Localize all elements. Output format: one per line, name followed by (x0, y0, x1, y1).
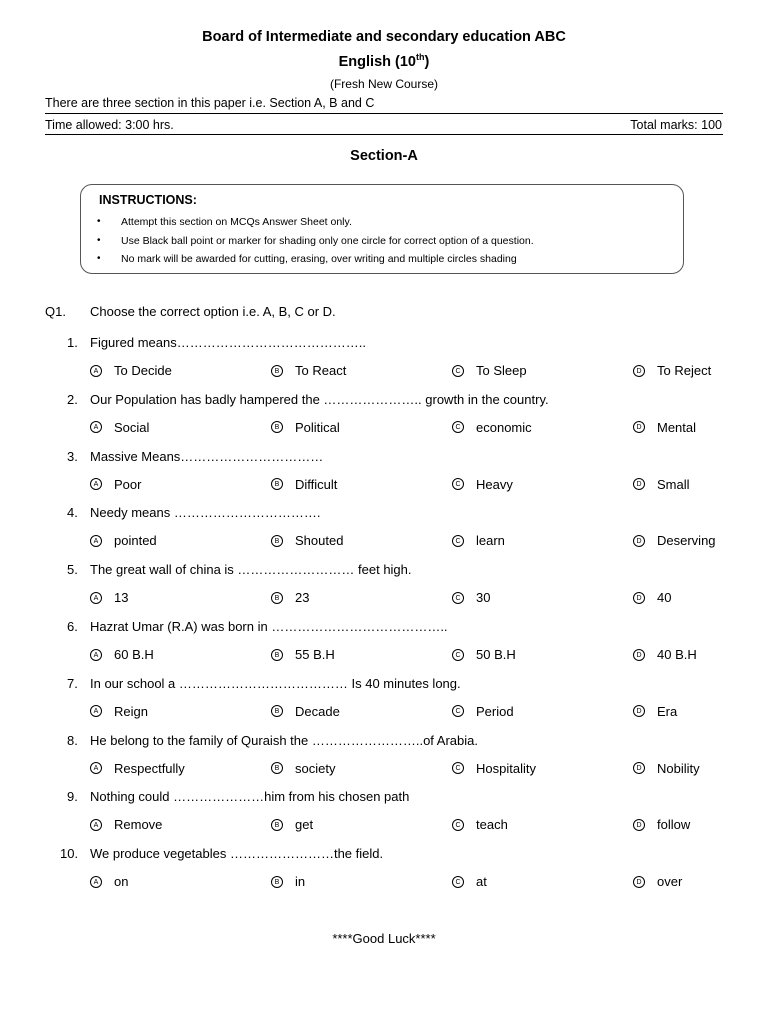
option-b (271, 477, 337, 492)
time-allowed: Time allowed: 3:00 hrs. (45, 118, 174, 132)
option-text: 30 (476, 590, 491, 606)
option-c (452, 420, 532, 435)
option-circle-icon: D (633, 478, 645, 490)
option-circle-icon: C (452, 535, 464, 547)
question-item (0, 676, 768, 733)
option-d (633, 817, 690, 832)
instructions-box (80, 184, 684, 274)
option-text: Social (114, 419, 150, 435)
option-circle-icon: D (633, 649, 645, 661)
option-b (271, 817, 313, 832)
subject-title (0, 52, 768, 70)
option-text: Poor (114, 476, 142, 492)
option-circle-icon: D (633, 876, 645, 888)
question-number: 10. (60, 846, 79, 862)
option-c (452, 477, 513, 492)
option-a (90, 420, 149, 435)
section-title: Section-A (350, 148, 418, 164)
option-circle-icon: D (633, 819, 645, 831)
option-c (452, 704, 514, 719)
option-d (633, 874, 682, 889)
option-text: 55 B.H (295, 647, 335, 662)
option-circle-icon: B (271, 649, 283, 661)
option-text: follow (657, 817, 691, 833)
option-circle-icon: C (452, 762, 464, 774)
option-text: over (657, 874, 683, 890)
option-circle-icon: D (633, 705, 645, 717)
option-a (90, 647, 154, 662)
question-item (0, 789, 768, 846)
option-circle-icon: B (271, 762, 283, 774)
question-text: He belong to the family of Quraish the ……………………..of Arabia. (90, 732, 478, 748)
question-item (0, 733, 768, 790)
total-marks: Total marks: 100 (630, 118, 722, 132)
instruction-item (97, 213, 534, 232)
board-title: Board of Intermediate and secondary education ABC (202, 29, 566, 45)
option-circle-icon: C (452, 365, 464, 377)
option-c (452, 761, 536, 776)
option-circle-icon: C (452, 478, 464, 490)
option-circle-icon: A (90, 478, 102, 490)
option-text: Deserving (657, 533, 716, 549)
option-text: 40 B.H (657, 647, 697, 662)
question-text: Massive Means…………………………… (90, 448, 324, 464)
divider-top (45, 113, 723, 114)
option-text: Hospitality (476, 760, 536, 776)
option-text: 50 B.H (476, 647, 516, 662)
bullet-icon: • (97, 253, 101, 264)
option-text: in (295, 874, 306, 890)
option-circle-icon: A (90, 535, 102, 547)
option-d (633, 533, 716, 548)
bullet-icon: • (97, 216, 101, 227)
option-c (452, 363, 527, 378)
option-text: Shouted (295, 533, 344, 549)
subject-name: English (10 (338, 53, 416, 70)
option-text: Period (476, 703, 514, 719)
option-text: at (476, 874, 487, 890)
option-circle-icon: A (90, 649, 102, 661)
option-b (271, 704, 340, 719)
question-number: 9. (67, 789, 78, 805)
option-circle-icon: B (271, 705, 283, 717)
question-number: 5. (67, 562, 78, 578)
option-text: Nobility (657, 760, 700, 776)
option-circle-icon: D (633, 592, 645, 604)
option-text: 40 (657, 590, 672, 606)
option-a (90, 761, 185, 776)
option-circle-icon: C (452, 592, 464, 604)
option-circle-icon: B (271, 535, 283, 547)
option-text: To Reject (657, 363, 712, 378)
option-text: society (295, 760, 336, 776)
question-number: 6. (67, 619, 78, 634)
question-text: The great wall of china is ……………………… feet high. (90, 562, 412, 578)
option-b (271, 420, 340, 435)
instruction-text: Attempt this section on MCQs Answer Sheet only. (121, 216, 352, 228)
option-circle-icon: B (271, 421, 283, 433)
option-text: Respectfully (114, 760, 185, 776)
question-number: 8. (67, 732, 78, 748)
question-item (0, 562, 768, 619)
option-circle-icon: C (452, 876, 464, 888)
question-text: Needy means ……………………………. (90, 505, 321, 521)
option-text: Era (657, 703, 678, 719)
option-a (90, 874, 128, 889)
option-text: get (295, 817, 314, 833)
option-circle-icon: A (90, 592, 102, 604)
question-item (0, 505, 768, 562)
subject-close: ) (424, 53, 430, 70)
question-text: Figured means…………………………………….. (90, 335, 366, 350)
question-text: Nothing could …………………him from his chosen path (90, 789, 410, 805)
option-c (452, 817, 508, 832)
option-text: 60 B.H (114, 647, 154, 662)
instructions-title: INSTRUCTIONS: (99, 193, 197, 207)
option-circle-icon: D (633, 365, 645, 377)
question-text: Our Population has badly hampered the ………………….. growth in the country. (90, 391, 549, 407)
option-d (633, 477, 690, 492)
option-circle-icon: D (633, 421, 645, 433)
option-circle-icon: B (271, 819, 283, 831)
question-item (0, 392, 768, 449)
instruction-text: No mark will be awarded for cutting, erasing, over writing and multiple circles shading (121, 253, 517, 265)
option-circle-icon: C (452, 705, 464, 717)
course-label: (Fresh New Course) (329, 77, 439, 91)
question-item (0, 846, 768, 903)
option-d (633, 590, 671, 605)
option-a (90, 817, 162, 832)
option-b (271, 590, 309, 605)
option-circle-icon: C (452, 819, 464, 831)
option-circle-icon: B (271, 365, 283, 377)
option-text: on (114, 874, 129, 890)
question-item (0, 335, 768, 392)
question-item (0, 619, 768, 676)
option-circle-icon: B (271, 478, 283, 490)
option-c (452, 590, 490, 605)
question-text: Hazrat Umar (R.A) was born in ………………………………….. (90, 619, 448, 634)
option-text: Reign (114, 703, 148, 719)
option-text: Heavy (476, 476, 513, 492)
question-text: We produce vegetables ……………………the field. (90, 846, 384, 862)
option-text: Decade (295, 703, 340, 719)
instruction-item (97, 250, 534, 269)
option-circle-icon: A (90, 421, 102, 433)
option-a (90, 363, 172, 378)
option-c (452, 533, 505, 548)
option-text: pointed (114, 533, 157, 549)
option-b (271, 761, 335, 776)
bullet-icon: • (97, 234, 101, 246)
option-text: teach (476, 817, 508, 833)
option-circle-icon: B (271, 876, 283, 888)
question-text: In our school a ………………………………… Is 40 minutes long. (90, 675, 461, 691)
option-circle-icon: D (633, 762, 645, 774)
option-circle-icon: C (452, 421, 464, 433)
option-circle-icon: D (633, 535, 645, 547)
option-text: 13 (114, 590, 129, 606)
instructions-list (97, 213, 534, 269)
option-text: To Sleep (476, 363, 527, 378)
option-b (271, 363, 346, 378)
question-group-instruction: Choose the correct option i.e. A, B, C or D. (90, 304, 336, 319)
option-b (271, 647, 335, 662)
instruction-item (97, 232, 534, 251)
option-c (452, 647, 516, 662)
option-circle-icon: A (90, 876, 102, 888)
subject-superscript: th (416, 52, 425, 62)
good-luck-footer: ****Good Luck**** (332, 931, 436, 946)
option-circle-icon: A (90, 365, 102, 377)
option-d (633, 647, 697, 662)
sections-note: There are three section in this paper i.e. Section A, B and C (45, 96, 375, 110)
option-text: To React (295, 363, 347, 378)
option-text: economic (476, 419, 532, 435)
option-circle-icon: B (271, 592, 283, 604)
option-b (271, 533, 343, 548)
question-number: 4. (67, 505, 78, 521)
option-text: Political (295, 419, 340, 435)
option-circle-icon: C (452, 649, 464, 661)
option-text: 23 (295, 590, 310, 606)
option-text: Remove (114, 817, 163, 833)
question-number: 3. (67, 448, 78, 464)
option-text: Mental (657, 419, 697, 435)
question-number: 1. (67, 335, 78, 350)
option-circle-icon: A (90, 819, 102, 831)
instruction-text: Use Black ball point or marker for shading only one circle for correct option of a question. (121, 234, 534, 247)
option-c (452, 874, 487, 889)
option-text: Small (657, 476, 690, 492)
option-circle-icon: A (90, 762, 102, 774)
option-text: learn (476, 533, 505, 549)
option-d (633, 420, 696, 435)
option-b (271, 874, 305, 889)
option-d (633, 704, 677, 719)
option-text: To Decide (114, 363, 172, 378)
option-a (90, 590, 128, 605)
option-circle-icon: A (90, 705, 102, 717)
question-number: 2. (67, 391, 78, 407)
option-d (633, 761, 700, 776)
question-item (0, 449, 768, 506)
option-a (90, 704, 148, 719)
option-text: Difficult (295, 476, 338, 492)
option-d (633, 363, 711, 378)
option-a (90, 533, 157, 548)
question-number: 7. (67, 675, 78, 691)
option-a (90, 477, 141, 492)
question-group-number: Q1. (45, 304, 66, 319)
divider-bottom (45, 134, 723, 135)
